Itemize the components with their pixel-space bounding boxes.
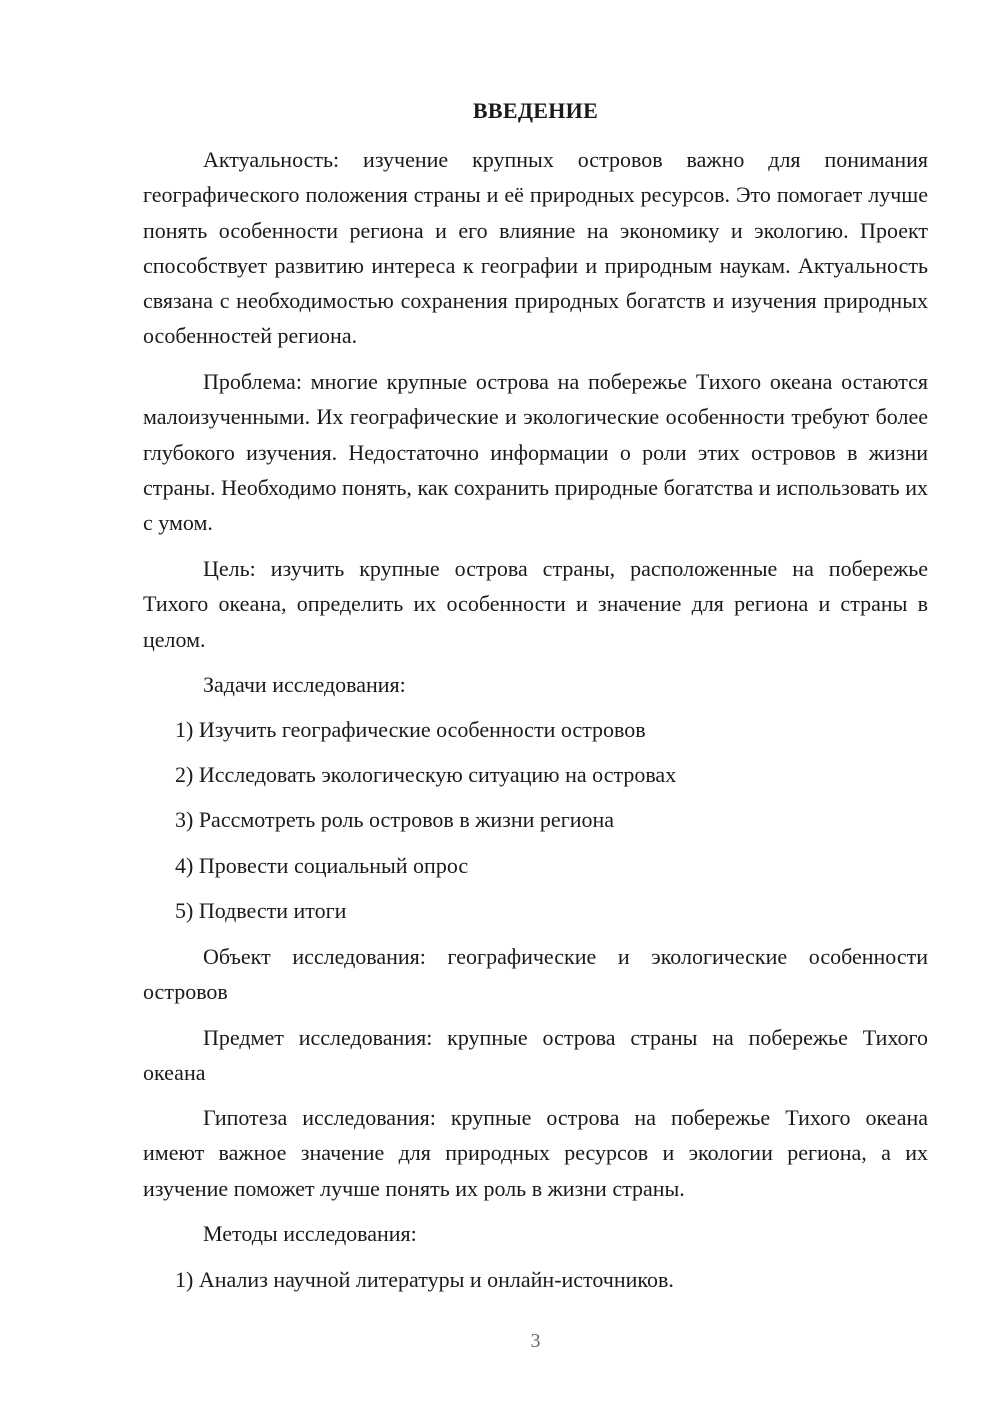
task-item: 5) Подвести итоги	[175, 898, 347, 923]
task-item: 3) Рассмотреть роль островов в жизни региона	[175, 807, 615, 832]
tasks-heading: Задачи исследования:	[203, 672, 406, 697]
goal-paragraph: Цель: изучить крупные острова страны, расположенные на побережье Тихого океана, определить их особенности и значение для региона и страны в целом.	[143, 556, 928, 652]
document-page	[143, 0, 928, 1414]
methods-heading: Методы исследования:	[203, 1221, 417, 1246]
page-title: ВВЕДЕНИЕ	[472, 98, 599, 123]
object-paragraph: Объект исследования: географические и экологические особенности островов	[143, 944, 928, 1005]
relevance-paragraph: Актуальность: изучение крупных островов важно для понимания географического положения страны и её природных ресурсов. Это помогает лучше понять особенности региона и его влияние на экономику и экологию. Проект способствует развитию интереса к географии и природным наукам. Актуальность связана с необходимостью сохранения природных богатств и изучения природных особенностей региона.	[143, 147, 928, 349]
method-item: 1) Анализ научной литературы и онлайн-источников.	[175, 1267, 674, 1292]
subject-paragraph: Предмет исследования: крупные острова страны на побережье Тихого океана	[143, 1025, 928, 1086]
task-item: 1) Изучить географические особенности островов	[175, 717, 646, 742]
task-item: 2) Исследовать экологическую ситуацию на островах	[175, 762, 677, 787]
task-item: 4) Провести социальный опрос	[175, 853, 469, 878]
page-number: 3	[530, 1330, 541, 1352]
problem-paragraph: Проблема: многие крупные острова на побережье Тихого океана остаются малоизученными. Их географические и экологические особенности требуют более глубокого изучения. Недостаточно информации о роли этих островов в жизни страны. Необходимо понять, как сохранить природные богатства и использовать их с умом.	[143, 369, 928, 536]
hypothesis-paragraph: Гипотеза исследования: крупные острова на побережье Тихого океана имеют важное значение для природных ресурсов и экологии региона, а их изучение поможет лучше понять их роль в жизни страны.	[143, 1105, 928, 1201]
